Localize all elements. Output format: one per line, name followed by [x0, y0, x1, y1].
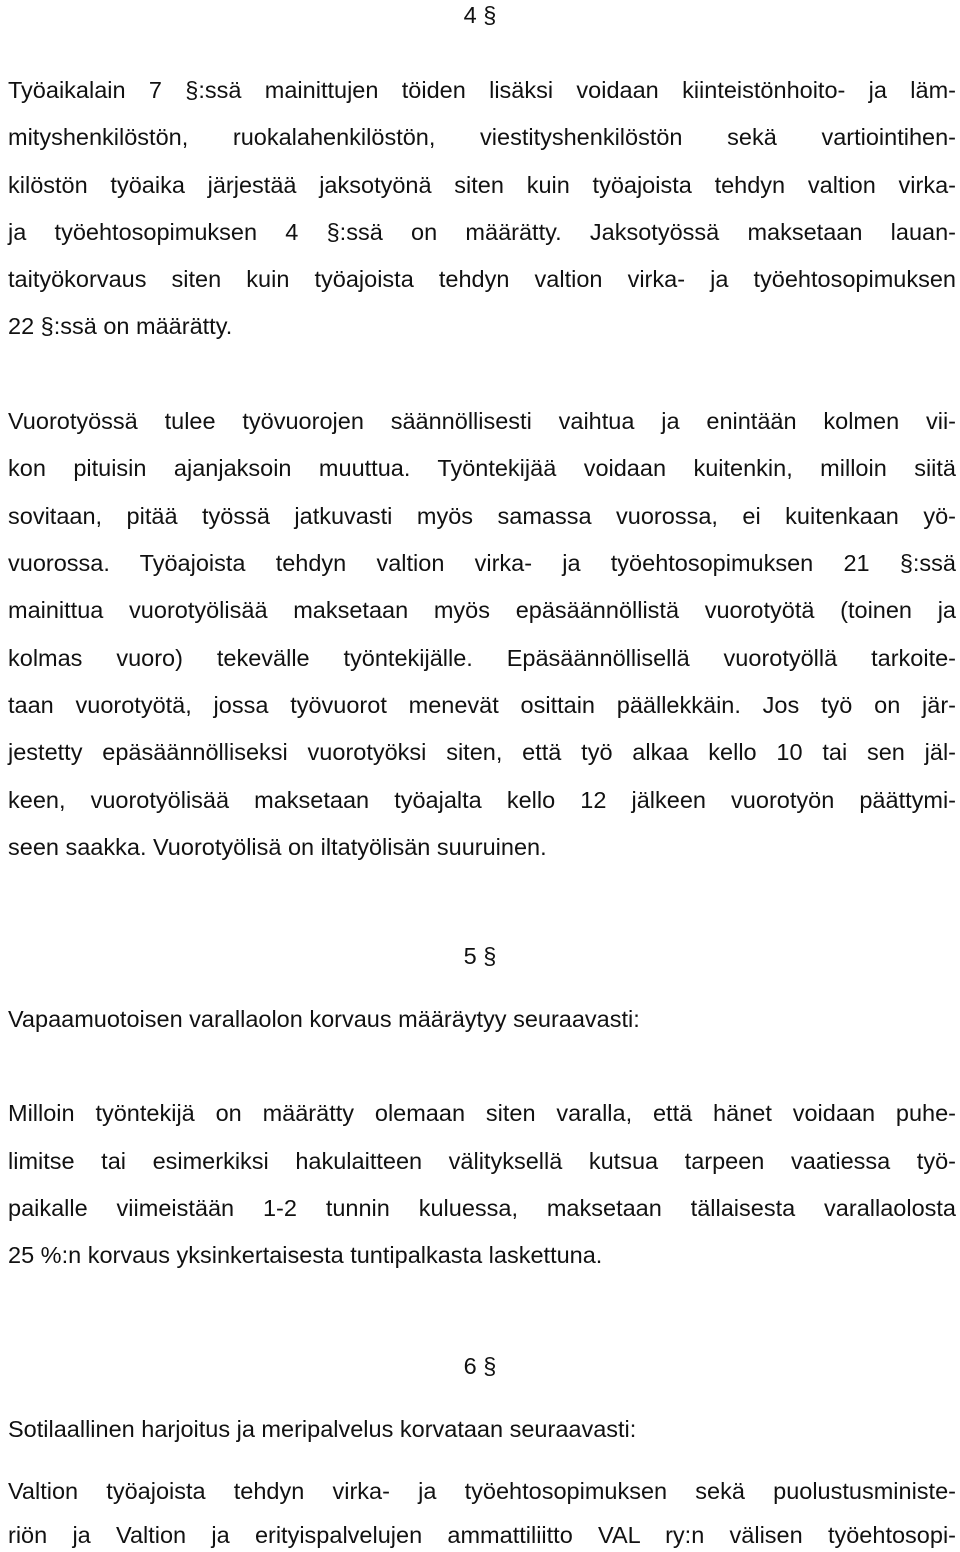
text-line: 25 %:n korvaus yksinkertaisesta tuntipalkasta laskettuna.	[8, 1242, 603, 1268]
text-line: Työaikalain 7 §:ssä mainittujen töiden lisäksi voidaan kiinteistönhoito- ja läm-	[8, 77, 956, 103]
text-line: riön ja Valtion ja erityispalvelujen ammattiliitto VAL ry:n välisen työehtosopi-	[8, 1522, 956, 1548]
text-line: limitse tai esimerkiksi hakulaitteen välityksellä kutsua tarpeen vaatiessa työ-	[8, 1148, 956, 1174]
text-line: mainittua vuorotyölisää maksetaan myös epäsäännöllistä vuorotyötä (toinen ja	[8, 597, 956, 623]
text-line: seen saakka. Vuorotyölisä on iltatyölisän suuruinen.	[8, 834, 547, 860]
section-heading: 5 §	[463, 943, 497, 969]
text-line: Vuorotyössä tulee työvuorojen säännöllisesti vaihtua ja enintään kolmen vii-	[8, 408, 956, 434]
text-line: vuorossa. Työajoista tehdyn valtion virka- ja työehtosopimuksen 21 §:ssä	[8, 550, 956, 576]
text-line: Valtion työajoista tehdyn virka- ja työehtosopimuksen sekä puolustusministe-	[8, 1478, 956, 1504]
text-line: Milloin työntekijä on määrätty olemaan siten varalla, että hänet voidaan puhe-	[8, 1100, 956, 1126]
text-line: paikalle viimeistään 1-2 tunnin kuluessa, maksetaan tällaisesta varallaolosta	[8, 1195, 956, 1221]
text-line: keen, vuorotyölisää maksetaan työajalta kello 12 jälkeen vuorotyön päättymi-	[8, 787, 956, 813]
text-line: jestetty epäsäännölliseksi vuorotyöksi siten, että työ alkaa kello 10 tai sen jäl-	[8, 739, 956, 765]
text-line: Vapaamuotoisen varallaolon korvaus määräytyy seuraavasti:	[8, 1006, 640, 1032]
text-line: ja työehtosopimuksen 4 §:ssä on määrätty. Jaksotyössä maksetaan lauan-	[8, 219, 956, 245]
text-line: taan vuorotyötä, jossa työvuorot menevät osittain päällekkäin. Jos työ on jär-	[8, 692, 956, 718]
text-line: 22 §:ssä on määrätty.	[8, 313, 233, 339]
text-line: kon pituisin ajanjaksoin muuttua. Työntekijää voidaan kuitenkin, milloin siitä	[8, 455, 956, 481]
section-heading: 4 §	[463, 2, 497, 28]
text-line: kolmas vuoro) tekevälle työntekijälle. Epäsäännöllisellä vuorotyöllä tarkoite-	[8, 645, 956, 671]
text-line: kilöstön työaika järjestää jaksotyönä siten kuin työajoista tehdyn valtion virka-	[8, 172, 956, 198]
section-heading: 6 §	[463, 1353, 497, 1379]
text-line: sovitaan, pitää työssä jatkuvasti myös samassa vuorossa, ei kuitenkaan yö-	[8, 503, 956, 529]
text-line: mityshenkilöstön, ruokalahenkilöstön, viestityshenkilöstön sekä vartiointihen-	[8, 124, 956, 150]
text-line: Sotilaallinen harjoitus ja meripalvelus korvataan seuraavasti:	[8, 1416, 637, 1442]
text-line: taityökorvaus siten kuin työajoista tehdyn valtion virka- ja työehtosopimuksen	[8, 266, 956, 292]
